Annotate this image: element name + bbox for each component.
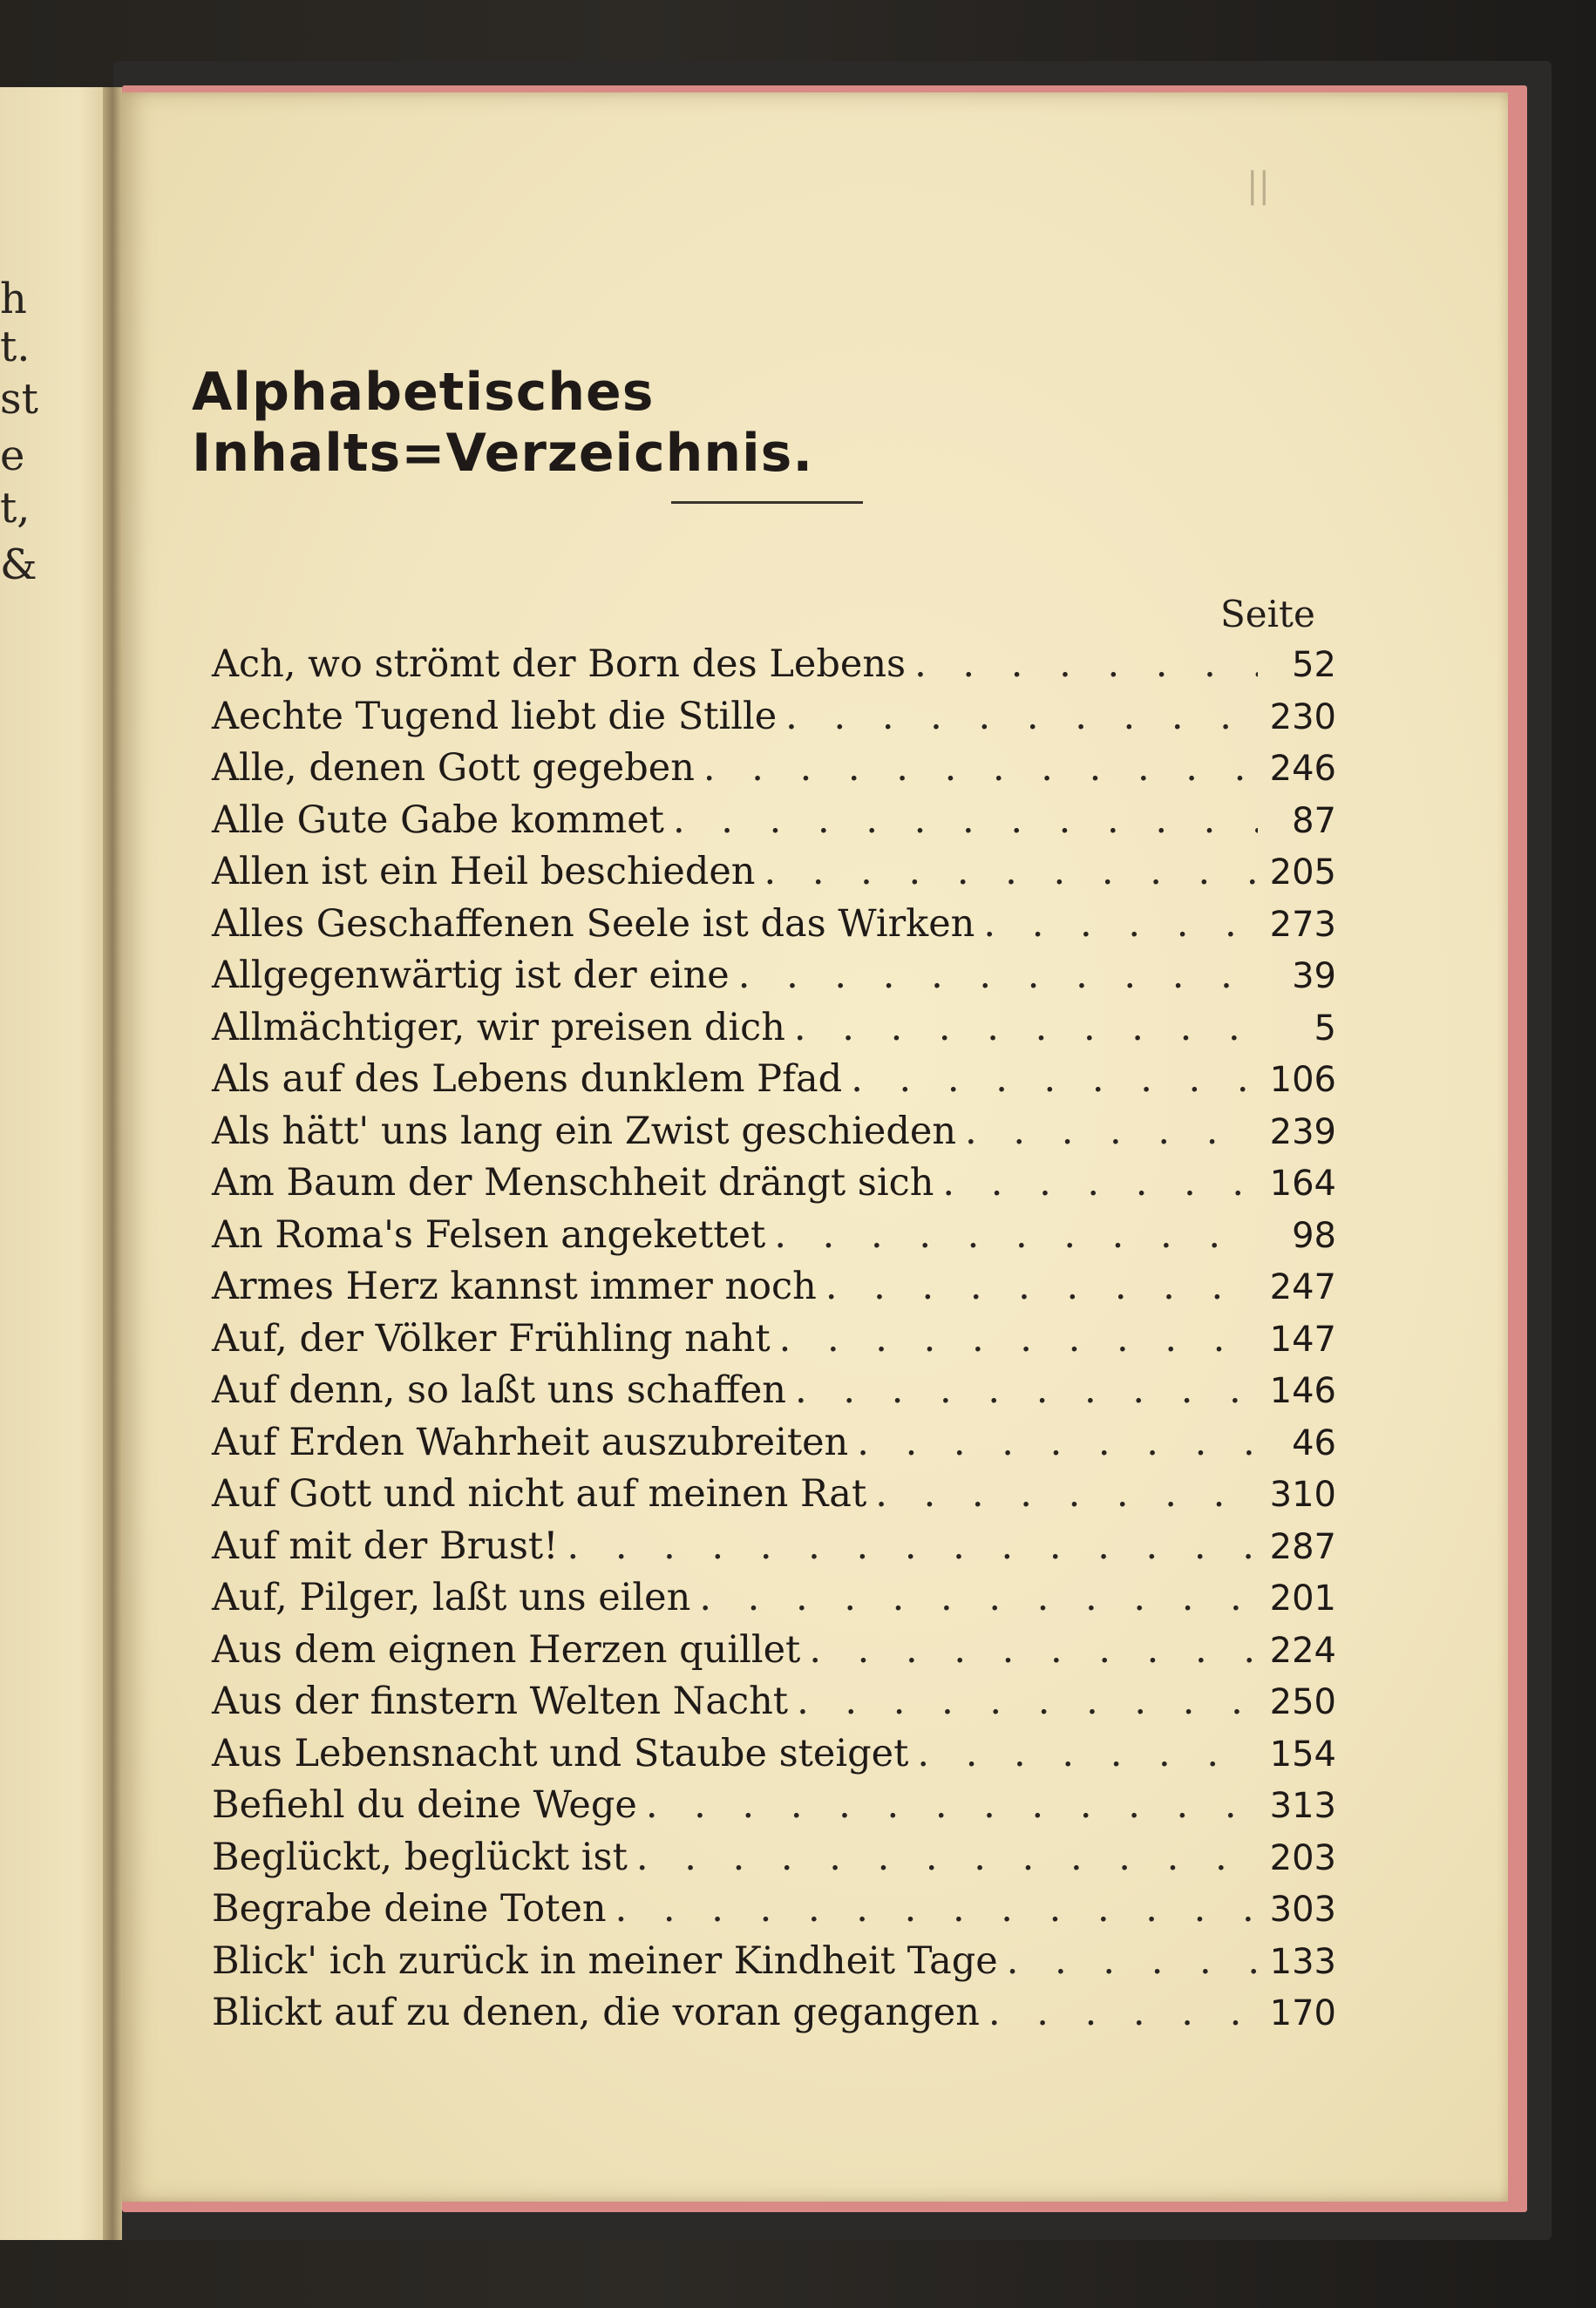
dot-leader: [558, 1524, 1258, 1568]
dot-leader: [975, 902, 1258, 946]
index-entry-title: Aus Lebensnacht und Staube steiget: [212, 1731, 909, 1775]
index-entry: [212, 746, 1336, 798]
index-entry-title: Befiehl du deine Wege: [212, 1783, 637, 1827]
left-page-fragment: t.: [0, 322, 31, 371]
index-entry: [212, 1628, 1336, 1680]
title-rule: [671, 501, 863, 504]
index-entry: [212, 1317, 1336, 1369]
index-entry: [212, 1576, 1336, 1628]
dot-leader: [628, 1836, 1258, 1879]
dot-leader: [800, 1628, 1258, 1672]
index-entry-page: 170: [1269, 1993, 1336, 2033]
index-entry-title: Beglückt, beglückt ist: [212, 1835, 628, 1879]
index-entry-title: An Roma's Felsen angekettet: [212, 1212, 766, 1257]
index-entry-page: 313: [1269, 1786, 1336, 1826]
index-entry: [212, 1213, 1336, 1266]
dot-leader: [777, 695, 1258, 738]
page-title: Alphabetisches Inhalts=Verzeichnis.: [192, 362, 814, 484]
dot-leader: [607, 1887, 1258, 1931]
index-entry: [212, 1265, 1336, 1317]
dot-leader: [848, 1421, 1258, 1464]
dot-leader: [842, 1057, 1258, 1101]
index-entry-page: 98: [1292, 1215, 1336, 1256]
index-entry-page: 230: [1269, 696, 1336, 737]
index-entry-page: 203: [1269, 1837, 1336, 1878]
index-entry-page: 146: [1269, 1371, 1336, 1411]
dot-leader: [785, 1006, 1258, 1049]
left-page: [0, 87, 113, 2240]
index-entry-title: Am Baum der Menschheit drängt sich: [212, 1161, 934, 1205]
book-gutter: [103, 87, 122, 2240]
index-entry-page: 154: [1269, 1734, 1336, 1775]
index-entry-title: Auf denn, so laßt uns schaffen: [212, 1368, 787, 1412]
left-page-fragment: &: [0, 540, 37, 589]
index-entry-page: 287: [1269, 1526, 1336, 1567]
dot-leader: [664, 798, 1258, 842]
dot-leader: [934, 1161, 1258, 1205]
index-entry: [212, 1057, 1336, 1110]
index-entry: [212, 1524, 1336, 1577]
index-entry: [212, 798, 1336, 851]
index-entry-page: 303: [1269, 1890, 1336, 1930]
index-entry-title: Allgegenwärtig ist der eine: [212, 954, 730, 997]
dot-leader: [788, 1680, 1258, 1723]
index-entry-title: Auf, der Völker Frühling naht: [212, 1316, 771, 1361]
dot-leader: [998, 1939, 1258, 1983]
index-entry-page: 87: [1292, 800, 1336, 841]
dot-leader: [690, 1576, 1258, 1619]
index-entry-page: 46: [1292, 1422, 1336, 1463]
index-list: [212, 642, 1336, 2043]
index-entry-title: Begrabe deine Toten: [212, 1887, 607, 1931]
dot-leader: [908, 1732, 1258, 1775]
index-entry: [212, 902, 1336, 954]
index-entry-page: 201: [1269, 1578, 1336, 1619]
index-entry-page: 239: [1269, 1111, 1336, 1152]
bleed-through-mark: ||: [1246, 166, 1270, 206]
index-entry-page: 246: [1269, 749, 1336, 789]
index-entry: [212, 954, 1336, 1006]
dot-leader: [695, 746, 1258, 790]
index-entry: [212, 1783, 1336, 1836]
dot-leader: [906, 642, 1258, 686]
index-entry-page: 52: [1292, 645, 1336, 685]
dot-leader: [980, 1991, 1258, 2034]
index-entry-page: 224: [1269, 1630, 1336, 1671]
index-entry: [212, 1991, 1336, 2043]
index-entry: [212, 850, 1336, 902]
index-entry: [212, 1939, 1336, 1992]
index-entry: [212, 1006, 1336, 1058]
index-entry-title: Aus der finstern Welten Nacht: [212, 1680, 789, 1723]
index-entry: [212, 1680, 1336, 1732]
dot-leader: [956, 1110, 1258, 1153]
dot-leader: [730, 954, 1258, 997]
index-entry: [212, 1110, 1336, 1162]
index-entry-page: 310: [1269, 1475, 1336, 1515]
index-entry: [212, 1421, 1336, 1473]
left-page-fragment: st: [0, 375, 38, 424]
index-entry: [212, 695, 1336, 747]
index-entry-title: Auf Erden Wahrheit auszubreiten: [212, 1420, 849, 1464]
dot-leader: [866, 1472, 1258, 1516]
index-entry: [212, 1732, 1336, 1784]
index-entry-title: Alle Gute Gabe kommet: [212, 798, 664, 842]
index-entry: [212, 1887, 1336, 1939]
dot-leader: [637, 1783, 1258, 1827]
index-entry-page: 5: [1314, 1008, 1336, 1049]
index-entry-title: Blickt auf zu denen, die voran gegangen: [212, 1991, 980, 2034]
index-entry-page: 164: [1269, 1164, 1336, 1204]
left-page-fragment: h: [0, 275, 27, 323]
index-entry-page: 106: [1269, 1060, 1336, 1100]
index-entry-page: 250: [1269, 1682, 1336, 1722]
index-entry: [212, 1161, 1336, 1213]
index-entry-title: Als hätt' uns lang ein Zwist geschieden: [212, 1109, 957, 1153]
dot-leader: [817, 1265, 1258, 1308]
index-entry-title: Armes Herz kannst immer noch: [212, 1265, 817, 1308]
index-entry: [212, 1472, 1336, 1524]
index-entry: [212, 1836, 1336, 1888]
index-entry-title: Alle, denen Gott gegeben: [212, 746, 695, 790]
index-entry-title: Allen ist ein Heil beschieden: [212, 850, 756, 893]
left-page-fragment: e: [0, 431, 25, 480]
index-entry-page: 133: [1269, 1941, 1336, 1982]
index-entry-page: 39: [1292, 956, 1336, 996]
index-entry-title: Auf, Pilger, laßt uns eilen: [212, 1576, 691, 1619]
dot-leader: [765, 1213, 1258, 1257]
dot-leader: [756, 850, 1259, 893]
index-entry-title: Alles Geschaffenen Seele ist das Wirken: [212, 901, 975, 946]
index-entry-page: 147: [1269, 1319, 1336, 1360]
index-entry: [212, 1368, 1336, 1421]
column-header: Seite: [1220, 593, 1315, 635]
index-entry-title: Als auf des Lebens dunklem Pfad: [212, 1057, 843, 1101]
index-entry-title: Aus dem eignen Herzen quillet: [212, 1627, 801, 1672]
index-entry-title: Auf Gott und nicht auf meinen Rat: [212, 1472, 867, 1516]
index-entry: [212, 642, 1336, 695]
index-entry-title: Aechte Tugend liebt die Stille: [212, 694, 778, 738]
index-entry-title: Ach, wo strömt der Born des Lebens: [212, 642, 907, 686]
index-entry-page: 247: [1269, 1267, 1336, 1307]
index-entry-page: 205: [1269, 852, 1336, 893]
index-entry-title: Blick' ich zurück in meiner Kindheit Tage: [212, 1938, 998, 1983]
index-entry-page: 273: [1269, 904, 1336, 945]
dot-leader: [786, 1368, 1258, 1412]
dot-leader: [771, 1317, 1258, 1361]
index-entry-title: Allmächtiger, wir preisen dich: [212, 1005, 785, 1049]
left-page-fragment: t,: [0, 484, 31, 533]
index-entry-title: Auf mit der Brust!: [212, 1524, 559, 1568]
